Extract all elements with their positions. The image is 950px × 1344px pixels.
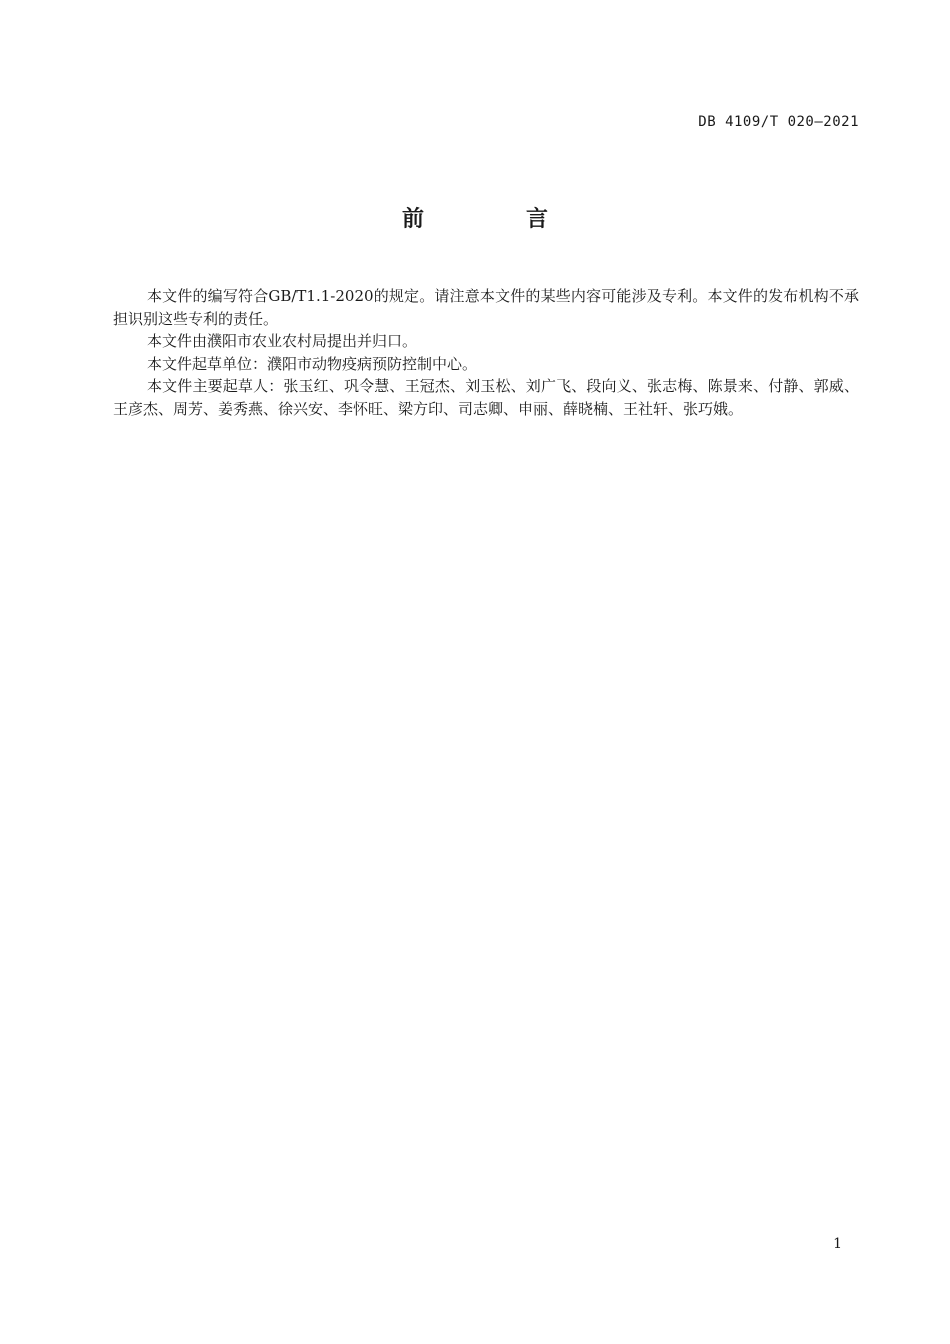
page-title: 前 言: [401, 207, 588, 232]
paragraph-standard-compliance: 本文件的编写符合GB/T1.1-2020的规定。请注意本文件的某些内容可能涉及专利。本文件的发布机构不承担识别这些专利的责任。: [113, 287, 859, 328]
document-code: DB 4109/T 020—2021: [698, 114, 859, 130]
paragraph-proposer: 本文件由濮阳市农业农村局提出并归口。: [147, 332, 418, 350]
paragraph-drafters: 本文件主要起草人：张玉红、巩令慧、王冠杰、刘玉松、刘广飞、段向义、张志梅、陈景来、付静、郭威、王彦杰、周芳、姜秀燕、徐兴安、李怀旺、梁方印、司志卿、申丽、薛晓楠、王社轩、张巧娥。: [113, 377, 859, 418]
document-body: [113, 285, 859, 420]
paragraph-drafting-unit: 本文件起草单位：濮阳市动物疫病预防控制中心。: [147, 354, 478, 373]
page-number: 1: [833, 1236, 842, 1252]
